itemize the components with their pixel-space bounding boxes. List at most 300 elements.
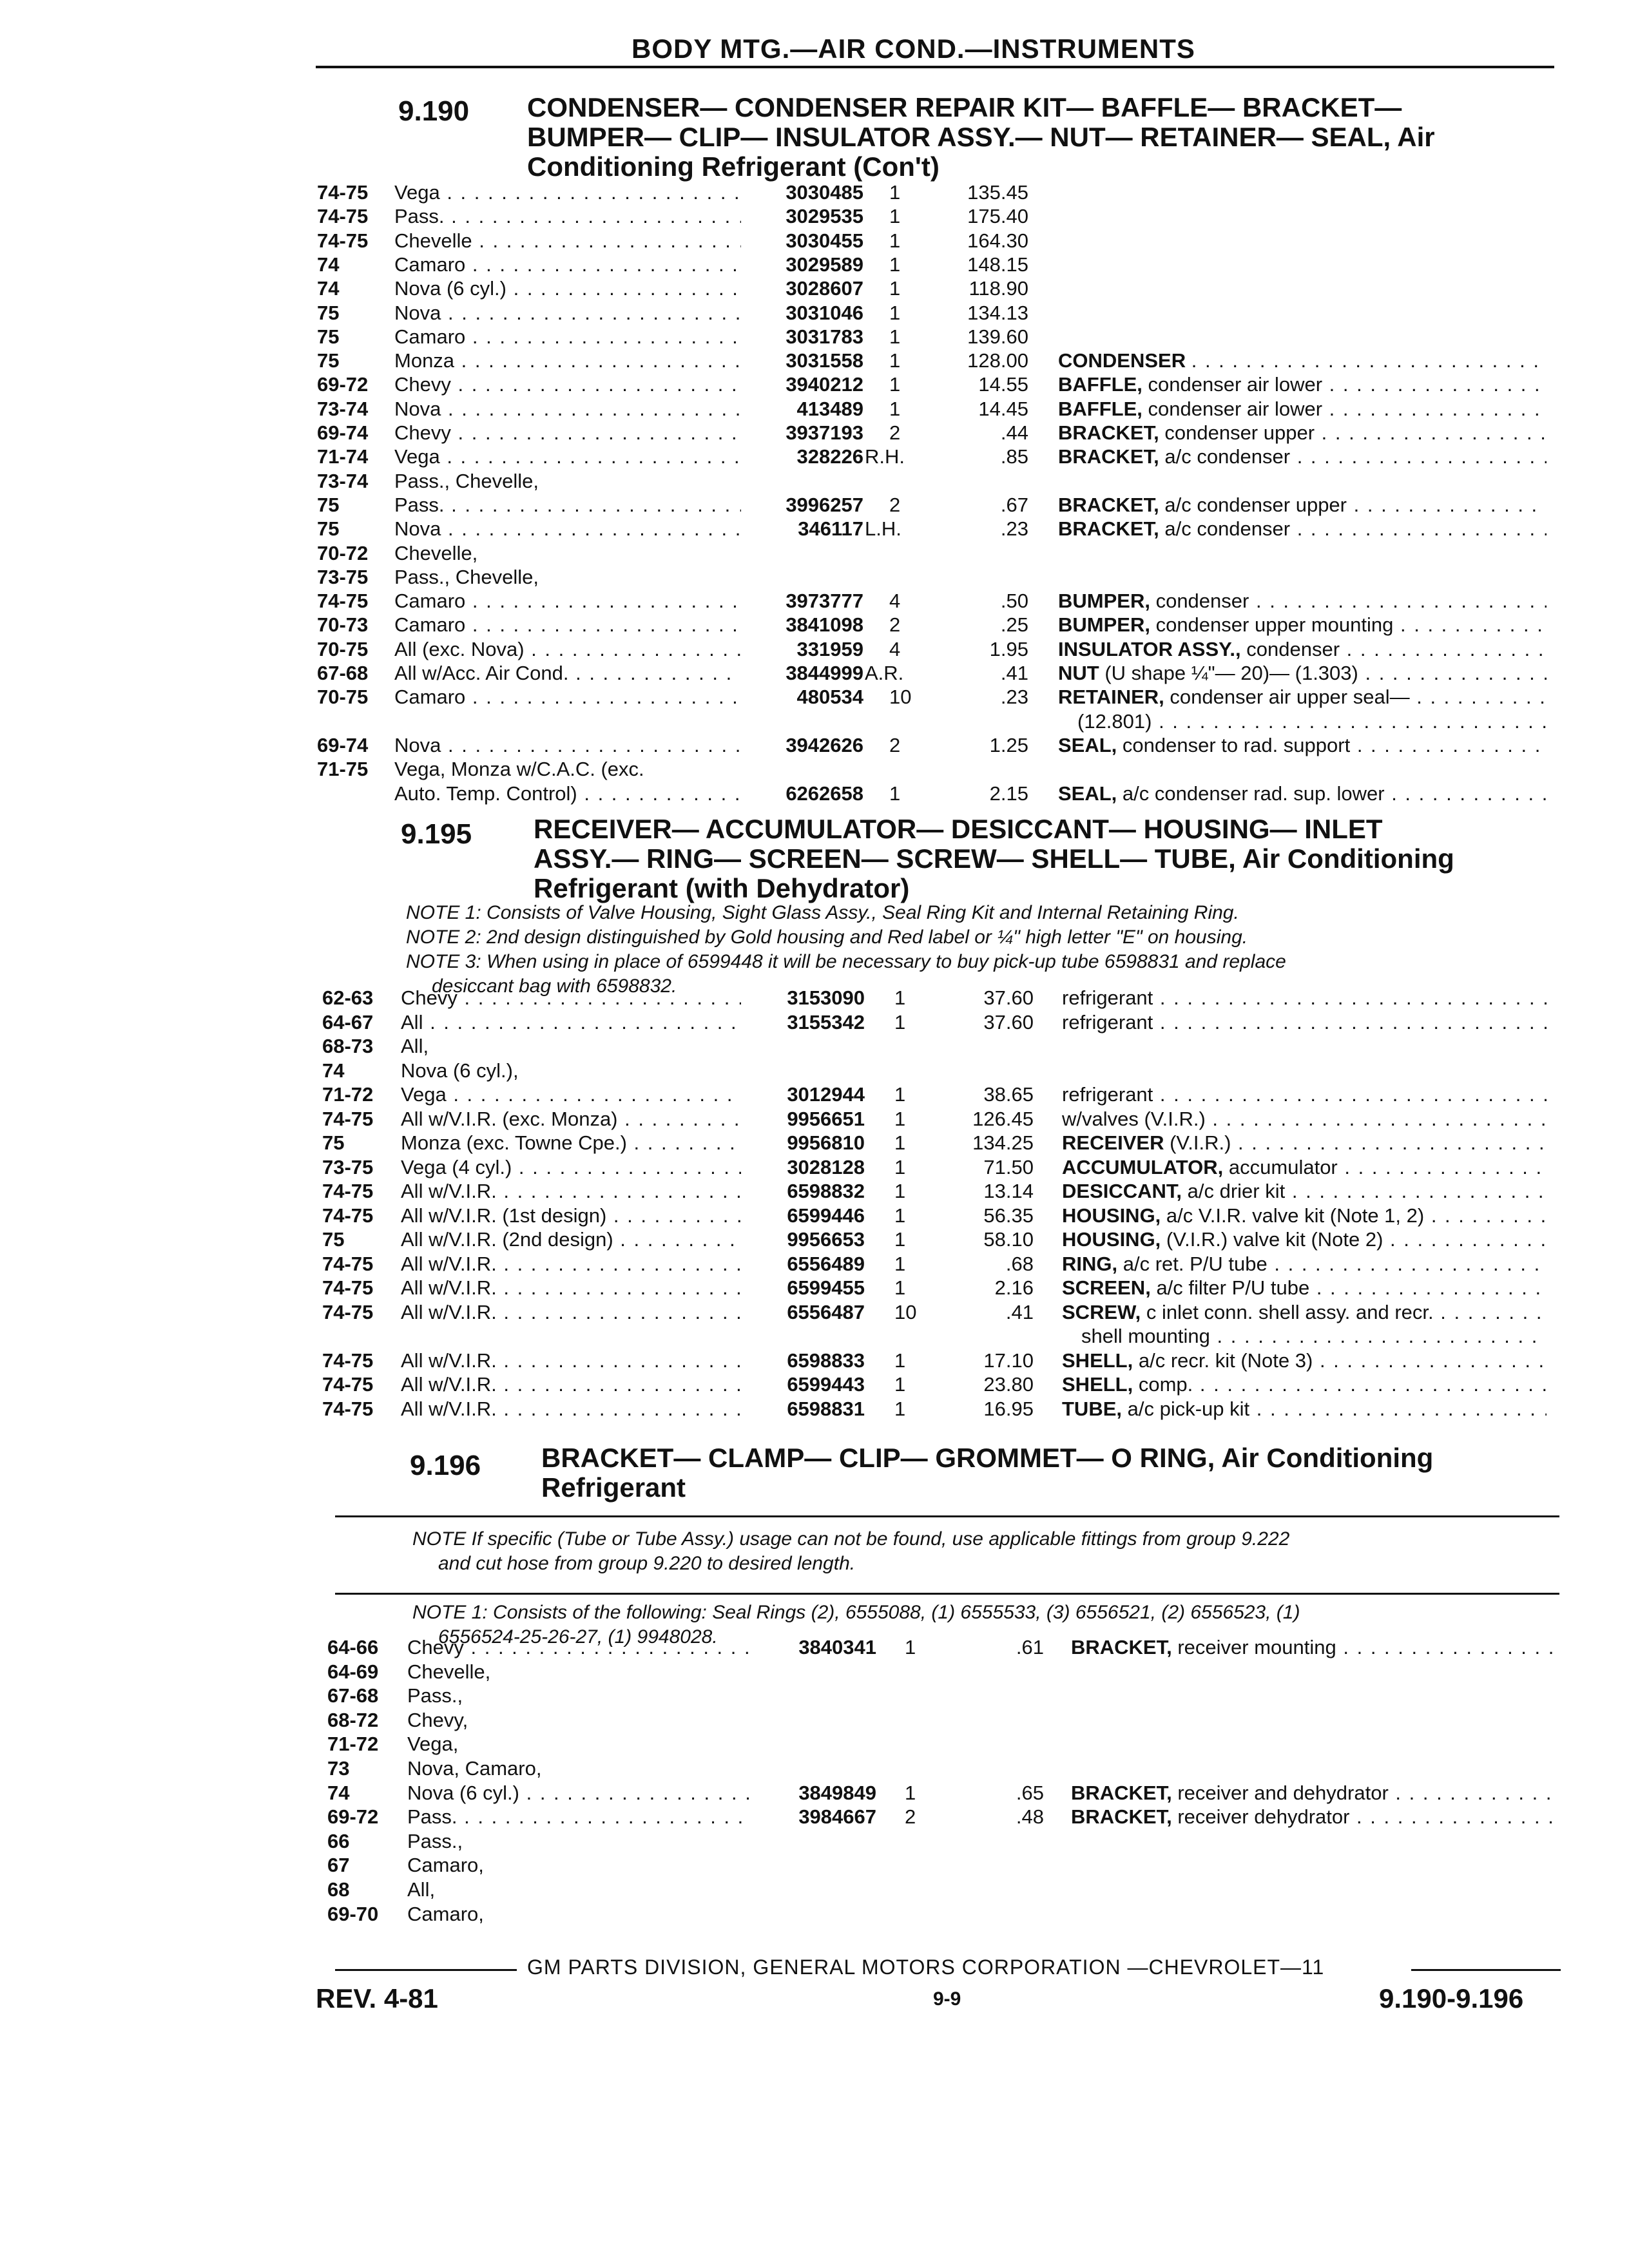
model-year: 74 [317, 253, 340, 276]
table-row [0, 1349, 1629, 1372]
quantity: 1 [894, 1204, 906, 1227]
part-description [1058, 372, 1547, 396]
table-row [0, 1155, 1629, 1179]
part-description [1071, 1781, 1553, 1805]
model-year: 74-75 [322, 1204, 374, 1227]
description-keyword: SEAL, [1058, 733, 1117, 756]
description-text: a/c condenser upper [1164, 493, 1347, 516]
unit-price: 175.40 [967, 205, 1028, 228]
part-description [1062, 1010, 1547, 1034]
part-description [1062, 1349, 1547, 1372]
table-row [0, 372, 1629, 396]
part-description [1062, 1227, 1547, 1251]
table-row [0, 1179, 1629, 1203]
description-keyword: RECEIVER [1062, 1131, 1164, 1154]
model-name: Pass., Chevelle, [394, 565, 539, 588]
description-text: condenser air lower [1148, 373, 1323, 396]
part-description [1062, 1372, 1547, 1396]
table-row [0, 1372, 1629, 1396]
part-description [1058, 445, 1547, 468]
table-row [0, 1204, 1629, 1227]
description-text: a/c V.I.R. valve kit (Note 1, 2) [1166, 1204, 1425, 1227]
table-row [0, 276, 1629, 300]
header-rule [316, 66, 1554, 68]
model-year: 74 [322, 1059, 345, 1082]
part-description [1062, 1155, 1547, 1179]
model-name: Camaro . . . [394, 589, 741, 613]
description-text: c inlet conn. shell assy. and recr. [1146, 1300, 1434, 1323]
quantity: 2 [905, 1805, 916, 1829]
unit-price: .41 [1005, 1300, 1034, 1323]
part-number: 331959 [796, 637, 863, 660]
description-text: receiver and dehydrator [1177, 1781, 1389, 1804]
model-name: Camaro . . . [394, 613, 741, 637]
unit-price: .23 [1000, 517, 1028, 541]
description-text: a/c condenser rad. sup. lower [1122, 782, 1385, 805]
model-name: Pass., [407, 1684, 463, 1707]
section-title-line: BUMPER— CLIP— INSULATOR ASSY.— NUT— RETAINER— SEAL, Air [527, 122, 1435, 152]
model-year: 74-75 [317, 229, 369, 252]
part-number: 3031558 [786, 349, 863, 372]
description-text: condenser [1155, 590, 1249, 613]
table-row [0, 1902, 1629, 1926]
part-number: 3973777 [786, 590, 863, 613]
unit-price: 23.80 [983, 1373, 1034, 1396]
unit-price: 135.45 [967, 181, 1028, 204]
part-number: 480534 [796, 686, 863, 709]
quantity: 1 [894, 1010, 906, 1033]
description-text: a/c condenser [1164, 517, 1291, 541]
table-row [0, 1131, 1629, 1155]
model-name: Chevy . . . [394, 372, 741, 396]
description-keyword: SHELL, [1062, 1349, 1133, 1372]
model-year: 75 [317, 301, 340, 324]
unit-price: 134.13 [967, 301, 1028, 324]
unit-price: .23 [1000, 686, 1028, 709]
table-row [0, 1878, 1629, 1901]
description-text: accumulator [1228, 1155, 1338, 1178]
unit-price: .68 [1005, 1252, 1034, 1275]
description-keyword: BRACKET, [1071, 1781, 1172, 1804]
page-number: 9-9 [933, 1988, 961, 2010]
model-name: Monza (exc. Towne Cpe.) . . . [401, 1131, 741, 1155]
model-name: All w/V.I.R. . . . [401, 1300, 741, 1324]
model-year: 70-72 [317, 541, 369, 564]
model-name: Nova (6 cyl.), [401, 1059, 519, 1082]
part-number: 6599446 [787, 1204, 865, 1227]
part-number: 3844999 [786, 662, 863, 684]
part-number: 3029535 [786, 205, 863, 228]
model-name: Nova . . . [394, 397, 741, 421]
part-number: 9956653 [787, 1228, 865, 1251]
model-name: All w/V.I.R. (2nd design) . . . [401, 1227, 741, 1251]
model-name: Chevy, [407, 1708, 468, 1731]
description-keyword: HOUSING, [1062, 1228, 1161, 1251]
part-number: 3984667 [798, 1805, 876, 1829]
table-row [0, 1732, 1629, 1756]
model-year: 74-75 [322, 1276, 374, 1299]
part-number: 6556487 [787, 1300, 865, 1323]
quantity: 2 [889, 421, 901, 444]
section-title-line: Refrigerant (with Dehydrator) [534, 873, 910, 903]
quantity: 1 [894, 1252, 906, 1275]
section-number: 9.190 [398, 95, 470, 127]
model-year: 74-75 [322, 1397, 374, 1420]
model-name: Camaro, [407, 1854, 484, 1877]
note-line: NOTE 1: Consists of the following: Seal Rings (2), 6555088, (1) 6555533, (3) 6556521, (2) 6556523, (1) [412, 1602, 1300, 1623]
description-text: (V.I.R.) [1170, 1131, 1231, 1154]
table-row [0, 253, 1629, 276]
description-keyword: HOUSING, [1062, 1204, 1161, 1227]
model-year: 64-67 [322, 1010, 374, 1033]
table-row [0, 661, 1629, 685]
model-name: Nova . . . [394, 301, 741, 325]
quantity: 4 [889, 590, 901, 613]
part-number: 3942626 [786, 733, 863, 756]
description-text: a/c ret. P/U tube [1123, 1252, 1268, 1275]
note-line: NOTE 2: 2nd design distinguished by Gold housing and Red label or ¼" high letter "E" on housing. [406, 927, 1248, 948]
quantity: 1 [894, 1131, 906, 1154]
table-row [0, 1708, 1629, 1732]
description-text: refrigerant [1062, 1083, 1153, 1106]
quantity: 1 [889, 373, 901, 396]
model-name: Vega . . . [401, 1082, 741, 1106]
unit-price: 148.15 [967, 253, 1028, 276]
table-row [0, 1276, 1629, 1300]
table-row [0, 421, 1629, 445]
note-rule [335, 1593, 1559, 1595]
table-row [0, 1853, 1629, 1877]
part-number: 9956651 [787, 1107, 865, 1130]
table-row [0, 589, 1629, 613]
model-year: 75 [317, 325, 340, 348]
part-description [1058, 421, 1547, 445]
model-year: 71-75 [317, 758, 369, 781]
description-keyword: SCREW, [1062, 1300, 1141, 1323]
model-year: 75 [322, 1228, 345, 1251]
part-description [1062, 1204, 1547, 1227]
description-text: (U shape ¼"— 20)— (1.303) [1104, 662, 1358, 684]
description-text: a/c condenser [1164, 445, 1291, 468]
unit-price: 16.95 [983, 1397, 1034, 1420]
model-name: All . . . [401, 1010, 741, 1034]
note-line: NOTE If specific (Tube or Tube Assy.) usage can not be found, use applicable fittings from group 9.222 [412, 1528, 1290, 1550]
quantity: 1 [894, 1397, 906, 1420]
model-year: 73-75 [322, 1155, 374, 1178]
table-row [0, 782, 1629, 805]
quantity: 1 [894, 1276, 906, 1299]
unit-price: 1.25 [989, 733, 1028, 756]
model-year: 74-75 [317, 181, 369, 204]
quantity: 1 [905, 1781, 916, 1804]
model-name: All (exc. Nova) . . . [394, 637, 741, 661]
section-title-line: Refrigerant [541, 1472, 686, 1503]
model-year: 71-72 [327, 1733, 379, 1756]
revision-label: REV. 4-81 [316, 1983, 438, 2013]
model-name: All w/V.I.R. . . . [401, 1397, 741, 1421]
description-keyword: SEAL, [1058, 782, 1117, 805]
description-text: shell mounting [1081, 1325, 1210, 1347]
description-text: condenser [1246, 637, 1340, 660]
table-row [0, 1756, 1629, 1780]
part-number: 328226 [796, 445, 863, 468]
part-description [1058, 661, 1547, 685]
quantity: A.R. [865, 662, 904, 684]
model-year: 71-72 [322, 1083, 374, 1106]
model-year: 70-73 [317, 613, 369, 637]
quantity: 1 [894, 986, 906, 1009]
model-name: Pass., [407, 1829, 463, 1852]
part-description [1058, 782, 1547, 805]
model-year: 69-74 [317, 733, 369, 756]
section-title [541, 1443, 1433, 1503]
model-name: All w/V.I.R. . . . [401, 1372, 741, 1396]
description-text: (V.I.R.) valve kit (Note 2) [1166, 1228, 1383, 1251]
table-row [0, 517, 1629, 541]
model-year: 74-75 [322, 1252, 374, 1275]
description-keyword: SCREEN, [1062, 1276, 1151, 1299]
quantity: 10 [889, 686, 912, 709]
model-name: Vega . . . [394, 180, 741, 204]
part-description [1071, 1805, 1553, 1829]
unit-price: 128.00 [967, 349, 1028, 372]
description-keyword: BRACKET, [1058, 517, 1159, 541]
model-name: Vega, Monza w/C.A.C. (exc. [394, 758, 644, 781]
model-name: All w/V.I.R. . . . [401, 1276, 741, 1300]
table-row [0, 565, 1629, 589]
quantity: 4 [889, 637, 901, 660]
table-row [0, 541, 1629, 565]
unit-price: 13.14 [983, 1180, 1034, 1202]
model-name: Nova . . . [394, 517, 741, 541]
part-description [1071, 1635, 1553, 1659]
unit-price: 2.16 [994, 1276, 1034, 1299]
description-keyword: RING, [1062, 1252, 1118, 1275]
part-number: 3030455 [786, 229, 863, 252]
table-row [0, 301, 1629, 325]
unit-price: .41 [1000, 662, 1028, 684]
table-row [0, 204, 1629, 228]
quantity: 10 [894, 1300, 917, 1323]
model-year: 69-70 [327, 1902, 379, 1925]
table-row [0, 1227, 1629, 1251]
note-line: 6556524-25-26-27, (1) 9948028. [438, 1626, 718, 1648]
table-row [0, 493, 1629, 517]
table-row [0, 637, 1629, 661]
unit-price: 126.45 [972, 1107, 1034, 1130]
model-year: 74-75 [317, 205, 369, 228]
part-description [1058, 517, 1547, 541]
quantity: 1 [889, 782, 901, 805]
model-year: 69-74 [317, 421, 369, 444]
section-title [534, 814, 1454, 903]
description-keyword: ACCUMULATOR, [1062, 1155, 1224, 1178]
part-number: 3840341 [798, 1636, 876, 1658]
quantity: 1 [889, 253, 901, 276]
section-title-line: RECEIVER— ACCUMULATOR— DESICCANT— HOUSING— INLET [534, 814, 1383, 844]
description-text: a/c pick-up kit [1127, 1397, 1250, 1420]
model-year: 75 [317, 349, 340, 372]
quantity: 1 [894, 1349, 906, 1372]
table-row [0, 1059, 1629, 1082]
model-year: 74-75 [322, 1373, 374, 1396]
unit-price: .67 [1000, 493, 1028, 516]
note-block [406, 901, 1286, 999]
unit-price: .48 [1016, 1805, 1044, 1829]
footer-rule-right [1411, 1969, 1561, 1971]
part-number: 3030485 [786, 181, 863, 204]
model-name: Chevy . . . [407, 1635, 749, 1659]
model-name: All w/V.I.R. (1st design) . . . [401, 1204, 741, 1227]
model-name: Nova, Camaro, [407, 1757, 542, 1780]
section-number: 9.195 [401, 818, 472, 850]
description-keyword: BRACKET, [1058, 493, 1159, 516]
model-name: Chevy . . . [401, 986, 741, 1010]
model-year: 74-75 [322, 1107, 374, 1130]
part-description [1058, 685, 1547, 709]
model-year: 68-73 [322, 1035, 374, 1057]
part-number: 3841098 [786, 613, 863, 637]
part-number: 6556489 [787, 1252, 865, 1275]
table-row [0, 986, 1629, 1010]
quantity: 1 [889, 301, 901, 324]
description-keyword: TUBE, [1062, 1397, 1122, 1420]
description-text: (12.801) [1077, 709, 1152, 733]
table-row [0, 180, 1629, 204]
quantity: 2 [889, 613, 901, 637]
part-number: 3012944 [787, 1083, 865, 1106]
description-text: condenser upper mounting [1155, 613, 1394, 637]
quantity: 1 [894, 1228, 906, 1251]
model-year: 73 [327, 1757, 350, 1780]
part-description [1077, 709, 1547, 733]
model-name: Vega, [407, 1733, 459, 1756]
unit-price: 14.55 [978, 373, 1028, 396]
description-keyword: BAFFLE, [1058, 373, 1142, 396]
part-description [1058, 589, 1547, 613]
quantity: 1 [894, 1155, 906, 1178]
part-description [1058, 493, 1547, 517]
model-year: 64-69 [327, 1660, 379, 1683]
part-number: 3996257 [786, 493, 863, 516]
description-keyword: BRACKET, [1058, 445, 1159, 468]
model-name: All, [407, 1878, 436, 1901]
description-keyword: BRACKET, [1071, 1636, 1172, 1658]
model-name: Camaro . . . [394, 685, 741, 709]
model-name: Chevelle, [394, 541, 478, 564]
description-text: condenser air lower [1148, 397, 1323, 420]
quantity: L.H. [865, 517, 901, 541]
quantity: 1 [894, 1373, 906, 1396]
model-year: 68-72 [327, 1708, 379, 1731]
model-name: All w/V.I.R. (exc. Monza) . . . [401, 1107, 741, 1131]
unit-price: 164.30 [967, 229, 1028, 252]
section-title-line: CONDENSER— CONDENSER REPAIR KIT— BAFFLE— BRACKET— [527, 92, 1402, 122]
table-row [0, 733, 1629, 757]
model-name: All w/Acc. Air Cond. . . . [394, 661, 741, 685]
part-description [1062, 1300, 1547, 1324]
description-keyword: BUMPER, [1058, 613, 1150, 637]
description-keyword: NUT [1058, 662, 1099, 684]
part-number: 3028128 [787, 1155, 865, 1178]
model-year: 66 [327, 1829, 350, 1852]
quantity: 1 [889, 277, 901, 300]
model-year: 62-63 [322, 986, 374, 1009]
table-row [0, 1635, 1629, 1659]
part-number: 6262658 [786, 782, 863, 805]
section-number: 9.196 [410, 1450, 481, 1481]
note-line: NOTE 3: When using in place of 6599448 it will be necessary to buy pick-up tube 6598831 and replace [406, 951, 1286, 972]
description-text: receiver mounting [1177, 1636, 1336, 1658]
model-name: Camaro . . . [394, 253, 741, 276]
description-keyword: DESICCANT, [1062, 1180, 1182, 1202]
part-number: 3031046 [786, 301, 863, 324]
table-row [0, 1252, 1629, 1276]
part-description [1062, 1276, 1547, 1300]
table-row [0, 1082, 1629, 1106]
description-text: refrigerant [1062, 1010, 1153, 1033]
quantity: 1 [889, 229, 901, 252]
description-text: a/c recr. kit (Note 3) [1138, 1349, 1313, 1372]
table-row [0, 709, 1629, 733]
unit-price: 134.25 [972, 1131, 1034, 1154]
description-text: a/c filter P/U tube [1156, 1276, 1310, 1299]
table-row [0, 1781, 1629, 1805]
model-name: Pass., Chevelle, [394, 469, 539, 492]
table-row [0, 1034, 1629, 1058]
table-row [0, 445, 1629, 468]
part-number: 3029589 [786, 253, 863, 276]
model-name: Chevy . . . [394, 421, 741, 445]
footer-rule-left [335, 1969, 517, 1971]
part-number: 3937193 [786, 421, 863, 444]
model-year: 73-74 [317, 397, 369, 420]
part-number: 3031783 [786, 325, 863, 348]
part-description [1058, 733, 1547, 757]
model-year: 74 [317, 277, 340, 300]
page-title: BODY MTG.—AIR COND.—INSTRUMENTS [631, 34, 1195, 64]
description-text: w/valves (V.I.R.) [1062, 1107, 1206, 1130]
model-name: Chevelle, [407, 1660, 491, 1683]
table-row [0, 1107, 1629, 1131]
model-year: 75 [317, 493, 340, 516]
model-year: 69-72 [327, 1805, 379, 1829]
table-row [0, 469, 1629, 493]
table-row [0, 1684, 1629, 1707]
model-year: 75 [317, 517, 340, 541]
description-keyword: INSULATOR ASSY., [1058, 637, 1241, 660]
note-line: NOTE 1: Consists of Valve Housing, Sight Glass Assy., Seal Ring Kit and Internal Retaining Ring. [406, 902, 1239, 923]
part-description [1058, 349, 1547, 372]
description-text: receiver dehydrator [1177, 1805, 1350, 1829]
table-row [0, 1829, 1629, 1853]
part-description [1081, 1324, 1547, 1348]
description-text: condenser to rad. support [1122, 733, 1351, 756]
model-year: 69-72 [317, 373, 369, 396]
unit-price: 37.60 [983, 1010, 1034, 1033]
model-name: All w/V.I.R. . . . [401, 1179, 741, 1203]
model-year: 68 [327, 1878, 350, 1901]
description-keyword: BAFFLE, [1058, 397, 1142, 420]
part-number: 6598833 [787, 1349, 865, 1372]
quantity: 1 [889, 397, 901, 420]
part-description [1062, 986, 1547, 1010]
unit-price: .50 [1000, 590, 1028, 613]
footer-text: GM PARTS DIVISION, GENERAL MOTORS CORPORATION —CHEVROLET—11 [527, 1956, 1325, 1979]
model-name: Nova (6 cyl.) . . . [394, 276, 741, 300]
unit-price: 1.95 [989, 637, 1028, 660]
part-description [1062, 1179, 1547, 1203]
